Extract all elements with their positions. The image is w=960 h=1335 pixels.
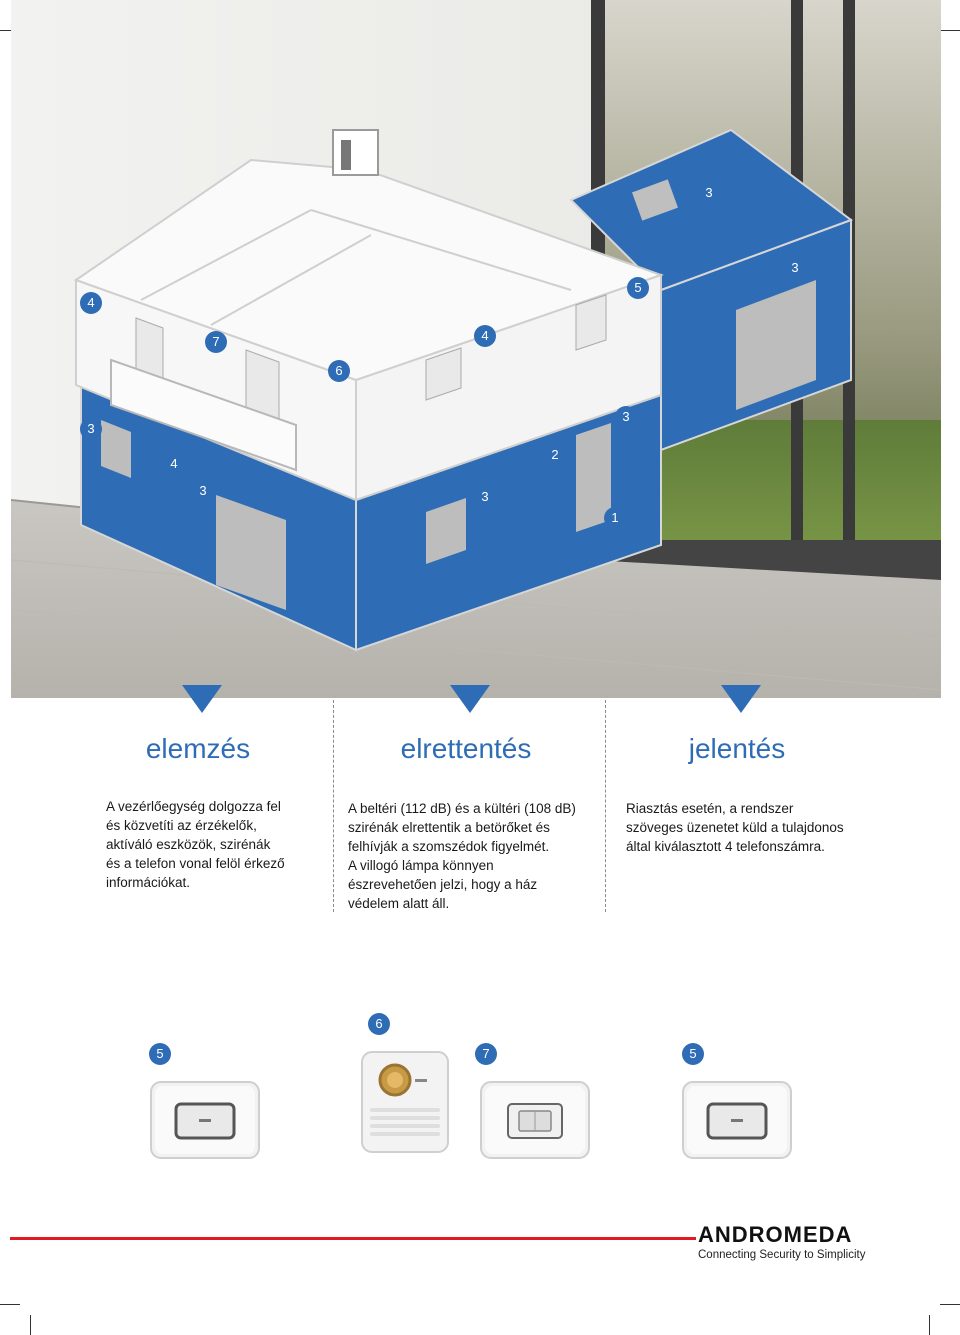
crop-mark [30,1315,31,1335]
text-line: által kiválasztott 4 telefonszámra. [626,839,825,854]
outdoor-siren-device [360,1050,450,1159]
house-scene [11,0,941,698]
crop-mark [929,1315,930,1335]
device-badge: 5 [149,1043,171,1065]
text-line: A beltéri (112 dB) és a kültéri (108 dB) [348,801,576,816]
text-line: aktíváló eszközök, szirénák [106,837,271,852]
indoor-siren-device [681,1080,793,1165]
indoor-siren-device [149,1080,261,1165]
zone-badge: 3 [192,480,214,502]
zone-badge: 3 [698,182,720,204]
zone-badge: 4 [474,325,496,347]
text-line: szirénák elrettentik a betörőket és [348,820,550,835]
text-line: szöveges üzenetet küld a tulajdonos [626,820,844,835]
text-line: A vezérlőegység dolgozza fel [106,799,281,814]
paragraph-elrettentes [348,799,603,913]
crop-mark [0,1304,20,1305]
crop-mark [940,1304,960,1305]
section-marker [182,685,222,713]
zone-badge: 1 [604,507,626,529]
crop-mark [940,30,960,31]
brand-tagline: Connecting Security to Simplicity [698,1249,866,1261]
zone-badge: 3 [615,406,637,428]
paragraph-elemzes [106,797,326,892]
text-line: felhívják a szomszédok figyelmét. [348,839,550,854]
zone-badge: 5 [627,277,649,299]
column-divider [333,700,334,912]
zone-badge: 3 [474,486,496,508]
text-line: Riasztás esetén, a rendszer [626,801,794,816]
zone-badge: 6 [328,360,350,382]
device-badge: 6 [368,1013,390,1035]
text-line: és a telefon vonal felöl érkező [106,856,285,871]
keypad-device [479,1080,591,1165]
heading-elrettentes: elrettentés [400,733,532,764]
brand-line [10,1237,696,1240]
zone-badge: 3 [80,418,102,440]
heading-jelentes: jelentés [688,733,786,764]
section-marker [721,685,761,713]
zone-badge: 4 [80,292,102,314]
text-line: A villogó lámpa könnyen [348,858,494,873]
text-line: védelem alatt áll. [348,896,450,911]
house-illustration [11,0,941,698]
section-marker [450,685,490,713]
column-divider [605,700,606,912]
paragraph-jelentes [626,799,876,856]
text-line: információkat. [106,875,191,890]
text-line: és közvetíti az érzékelők, [106,818,257,833]
zone-badge: 7 [205,331,227,353]
zone-badge: 2 [544,444,566,466]
device-badge: 7 [475,1043,497,1065]
device-badge: 5 [682,1043,704,1065]
zone-badge: 4 [163,453,185,475]
andromeda-logo [698,1222,868,1262]
zone-badge: 3 [784,257,806,279]
brand-name: ANDROMEDA [698,1222,853,1247]
heading-elemzes: elemzés [145,733,251,764]
text-line: észrevehetően jelzi, hogy a ház [348,877,538,892]
